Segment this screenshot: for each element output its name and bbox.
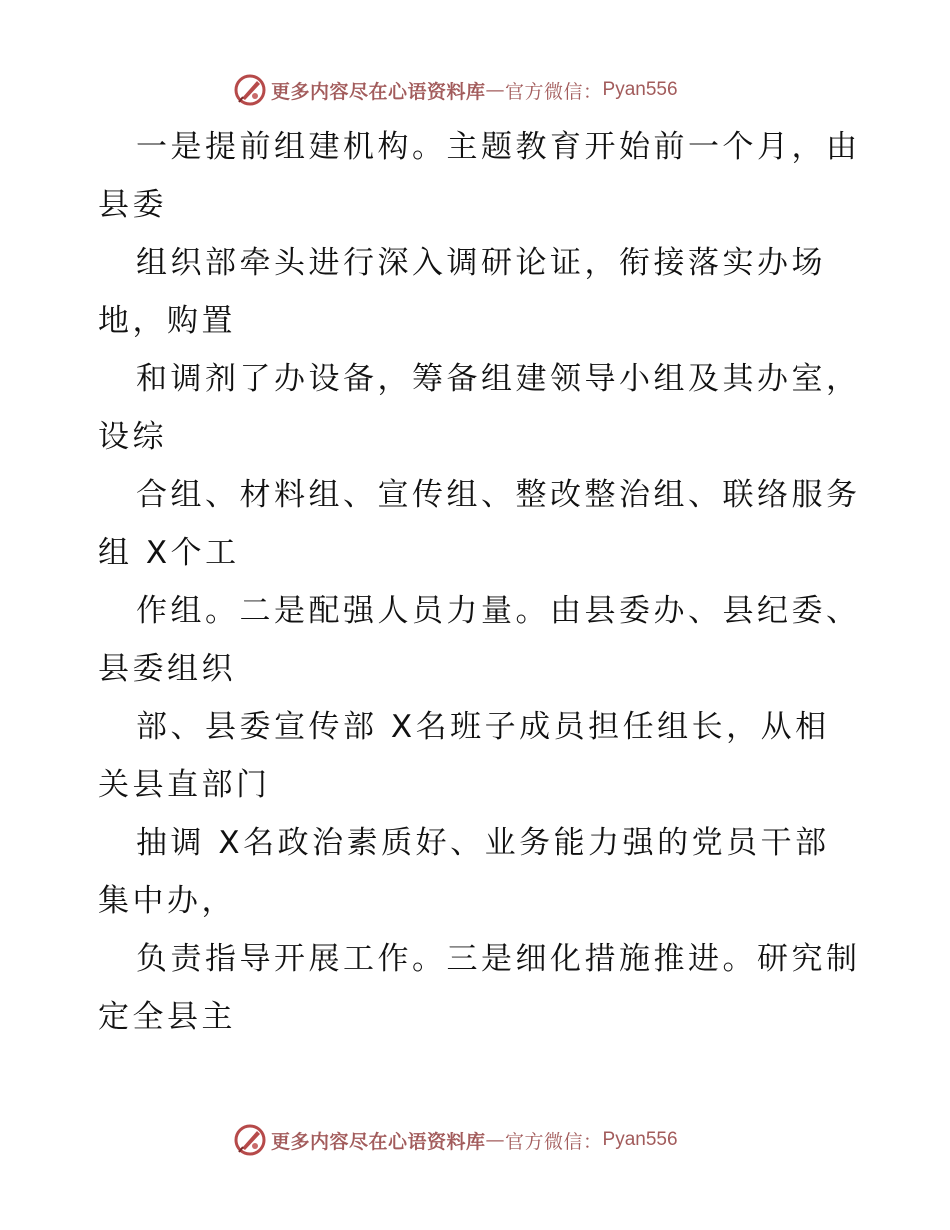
body-line: 抽调 X名政治素质好、业务能力强的党员干部 bbox=[136, 825, 830, 861]
body-line: 县委 bbox=[98, 187, 167, 223]
body-line: 作组。二是配强人员力量。由县委办、县纪委、 bbox=[136, 593, 861, 629]
body-line: 设综 bbox=[98, 419, 167, 455]
body-line: 组 X个工 bbox=[98, 535, 240, 571]
body-line: 组织部牵头进行深入调研论证，衔接落实办场 bbox=[136, 245, 826, 281]
body-line: 一是提前组建机构。主题教育开始前一个月，由 bbox=[136, 129, 861, 165]
header-wechat-id: Pyan556 bbox=[602, 79, 678, 100]
quill-pen-logo-icon bbox=[233, 1123, 267, 1157]
body-line: 县委组织 bbox=[98, 651, 236, 687]
header-wechat-label: 官方微信： bbox=[505, 80, 603, 103]
body-line: 合组、材料组、宣传组、整改整治组、联络服务 bbox=[136, 477, 861, 513]
document-body bbox=[98, 118, 868, 1046]
quill-pen-logo-icon bbox=[233, 73, 267, 107]
footer-wechat-id: Pyan556 bbox=[602, 1129, 678, 1150]
body-line: 地，购置 bbox=[98, 303, 236, 339]
footer-wechat-label: 官方微信： bbox=[505, 1130, 603, 1153]
footer-banner[interactable] bbox=[233, 1122, 678, 1158]
body-line: 集中办， bbox=[98, 883, 236, 919]
body-line: 负责指导开展工作。三是细化措施推进。研究制 bbox=[136, 941, 861, 977]
body-line: 关县直部门 bbox=[98, 767, 271, 803]
header-banner[interactable] bbox=[233, 72, 678, 108]
body-line: 定全县主 bbox=[98, 999, 236, 1035]
header-banner-text: 更多内容尽在心语资料库 bbox=[271, 80, 486, 103]
body-line: 部、县委宣传部 X名班子成员担任组长，从相 bbox=[136, 709, 830, 745]
header-banner-separator: — bbox=[485, 79, 506, 101]
body-line: 和调剂了办设备，筹备组建领导小组及其办室， bbox=[136, 361, 861, 397]
footer-banner-separator: — bbox=[485, 1129, 506, 1151]
footer-banner-text: 更多内容尽在心语资料库 bbox=[271, 1130, 486, 1153]
